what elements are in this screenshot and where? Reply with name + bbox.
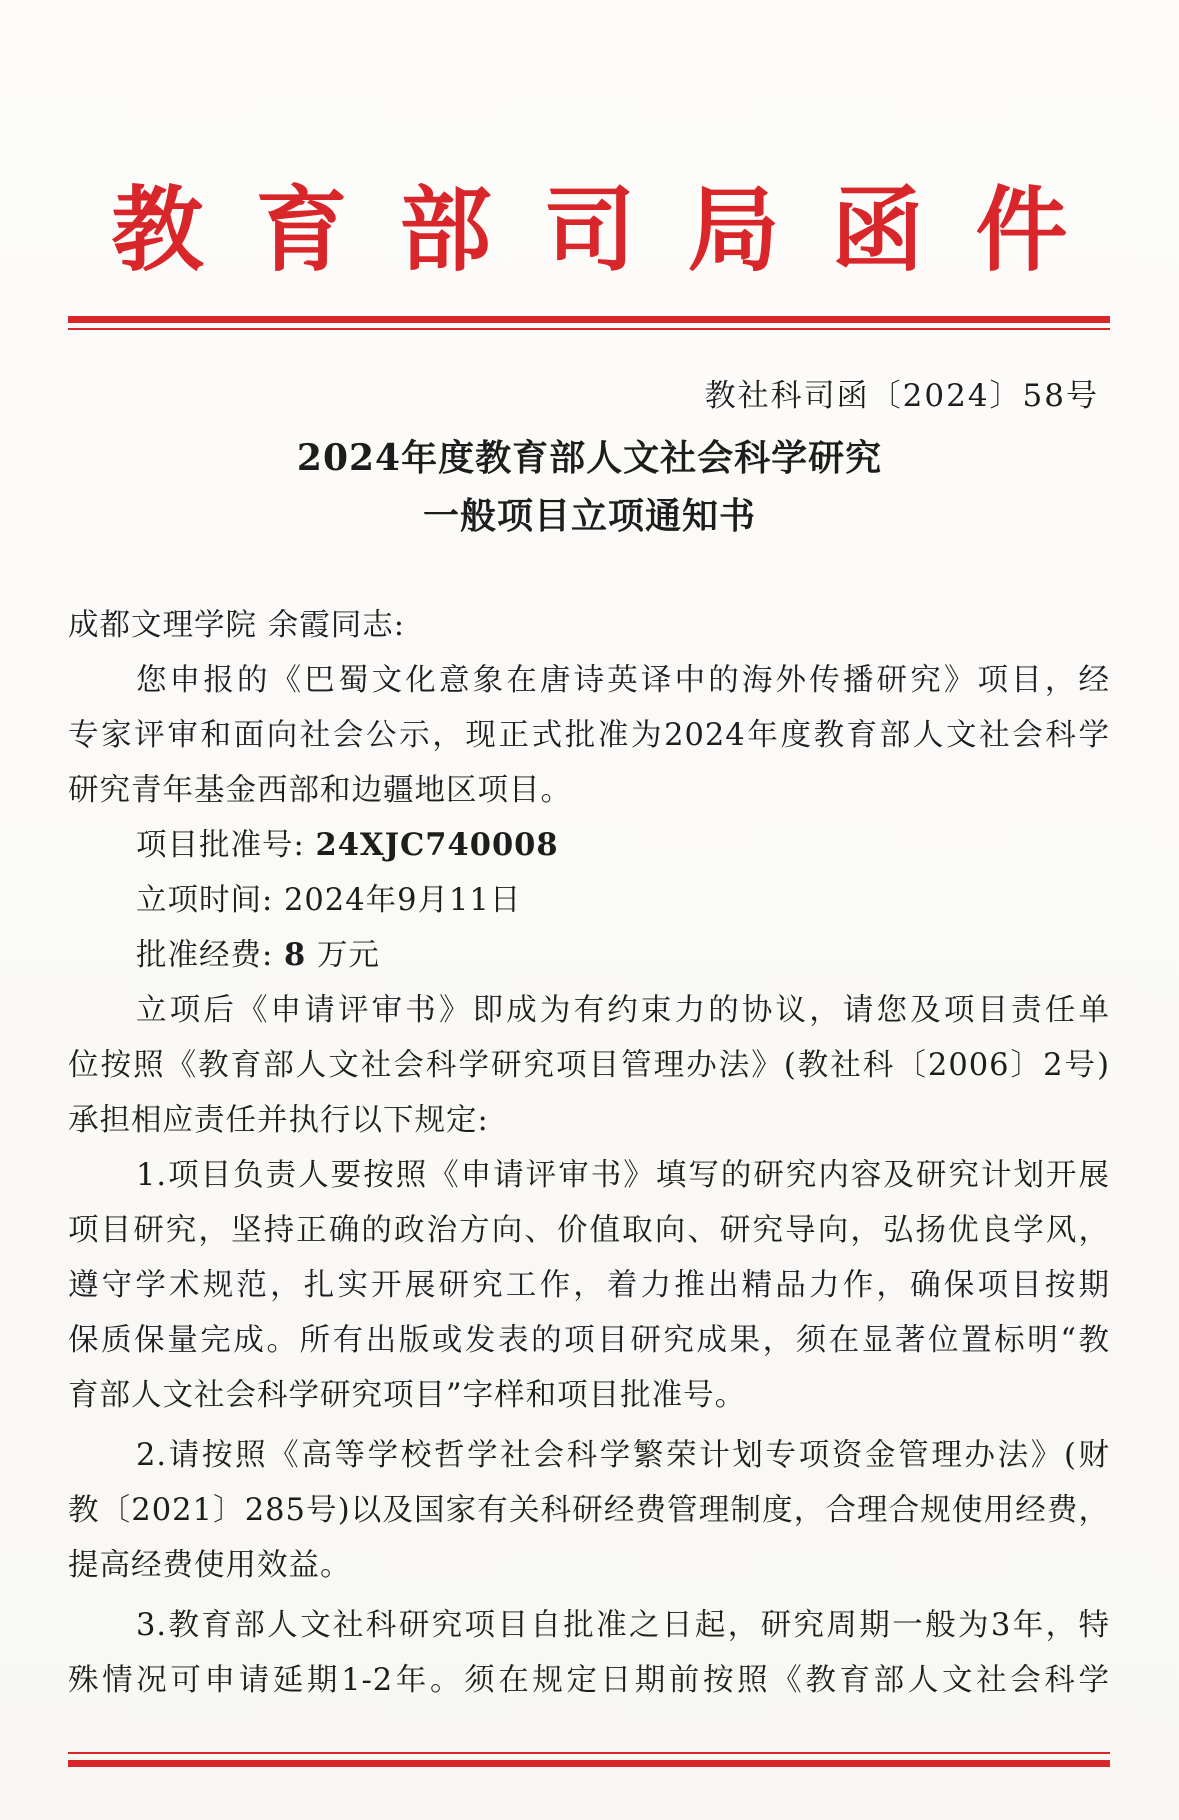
approval-date-value: 2024年9月11日 bbox=[283, 883, 522, 918]
after-approval-line-1: 立项后《申请评审书》即成为有约束力的协议，请您及项目责任单 bbox=[136, 993, 1110, 1028]
salutation: 成都文理学院 余霞同志: bbox=[68, 608, 405, 643]
rule-1-line-1: 1.项目负责人要按照《申请评审书》填写的研究内容及研究计划开展 bbox=[136, 1158, 1110, 1193]
rule-2-line-2: 教〔2021〕285号)以及国家有关科研经费管理制度，合理合规使用经费， bbox=[68, 1493, 1110, 1528]
approval-number-label: 项目批准号: bbox=[136, 828, 305, 863]
rule-1-line-2: 项目研究，坚持正确的政治方向、价值取向、研究导向，弘扬优良学风， bbox=[68, 1213, 1110, 1248]
after-approval-line-2: 位按照《教育部人文社会科学研究项目管理办法》(教社科〔2006〕2号) bbox=[68, 1048, 1110, 1083]
approval-date-label: 立项时间: bbox=[136, 883, 274, 918]
rule-1-line-5: 育部人文社会科学研究项目”字样和项目批准号。 bbox=[68, 1378, 747, 1413]
funding-unit: 万元 bbox=[316, 938, 380, 973]
top-red-rule-thin bbox=[68, 328, 1110, 330]
notice-title-line-1: 2024年度教育部人文社会科学研究 bbox=[296, 437, 883, 479]
approval-number-row bbox=[136, 820, 1110, 864]
rule-1-line-4: 保质保量完成。所有出版或发表的项目研究成果，须在显著位置标明“教 bbox=[68, 1323, 1110, 1358]
rule-1-line-3: 遵守学术规范，扎实开展研究工作，着力推出精品力作，确保项目按期 bbox=[68, 1268, 1110, 1303]
approval-number-value: 24XJC740008 bbox=[315, 827, 559, 863]
top-red-rule-thick bbox=[68, 316, 1110, 323]
intro-line-3: 研究青年基金西部和边疆地区项目。 bbox=[68, 773, 572, 808]
document-number: 教社科司函〔2024〕58号 bbox=[704, 378, 1099, 414]
funding-value: 8 bbox=[283, 937, 307, 973]
rule-2-line-1: 2.请按照《高等学校哲学社会科学繁荣计划专项资金管理办法》(财 bbox=[136, 1438, 1110, 1473]
intro-line-1: 您申报的《巴蜀文化意象在唐诗英译中的海外传播研究》项目，经 bbox=[136, 663, 1110, 698]
notice-title-line-2: 一般项目立项通知书 bbox=[422, 495, 756, 537]
bottom-red-rule-thick bbox=[68, 1760, 1110, 1767]
bottom-red-rule-thin bbox=[68, 1752, 1110, 1754]
funding-row bbox=[136, 930, 1110, 974]
funding-label: 批准经费: bbox=[136, 938, 274, 973]
masthead-title: 教育部司局函件 bbox=[111, 176, 1120, 284]
rule-3-line-2: 殊情况可申请延期1-2年。须在规定日期前按照《教育部人文社会科学 bbox=[68, 1663, 1110, 1698]
approval-date-row bbox=[136, 875, 1110, 919]
intro-line-2: 专家评审和面向社会公示，现正式批准为2024年度教育部人文社会科学 bbox=[68, 718, 1110, 753]
rule-3-line-1: 3.教育部人文社科研究项目自批准之日起，研究周期一般为3年，特 bbox=[136, 1608, 1110, 1643]
rule-2-line-3: 提高经费使用效益。 bbox=[68, 1548, 352, 1583]
after-approval-line-3: 承担相应责任并执行以下规定: bbox=[68, 1103, 489, 1138]
